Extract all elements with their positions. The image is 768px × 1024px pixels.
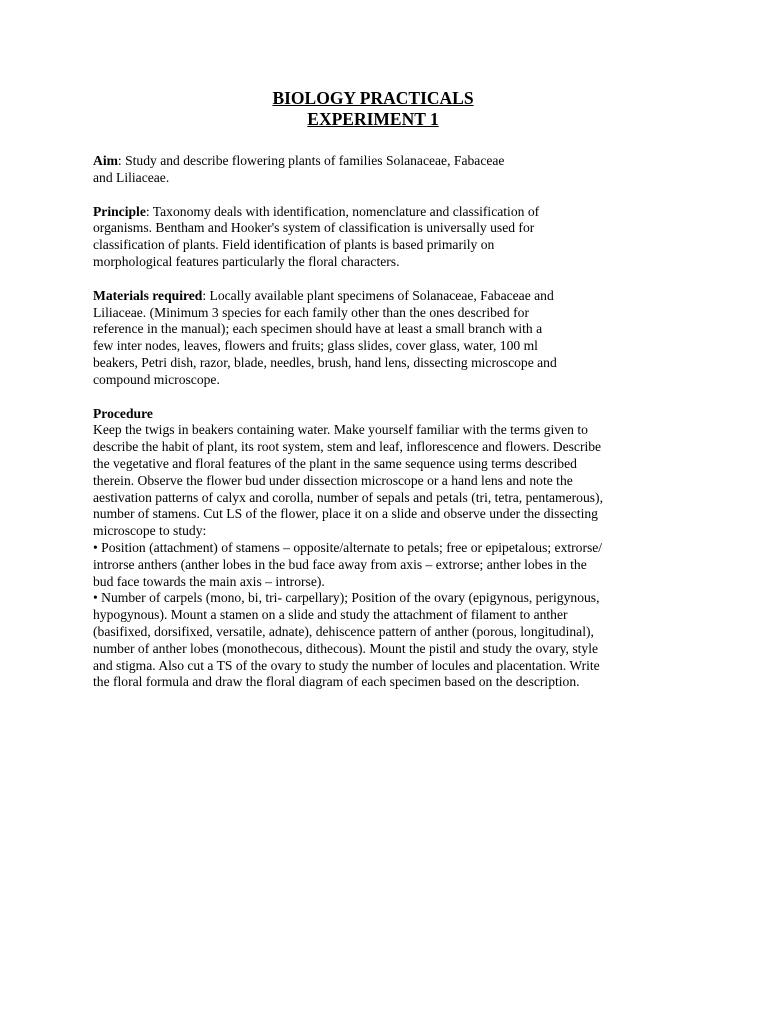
aim-line-2: and Liliaceae. [93, 169, 170, 185]
procedure-line-15: and stigma. Also cut a TS of the ovary to study the number of locules and placentation. Write [93, 657, 600, 673]
principle-line-1 [93, 204, 653, 221]
materials-line-4: few inter nodes, leaves, flowers and fruits; glass slides, cover glass, water, 100 ml [93, 338, 538, 354]
procedure-line-9: introrse anthers (anther lobes in the bud face away from axis – extrorse; anther lobes in the [93, 556, 587, 572]
procedure-line-1: Keep the twigs in beakers containing water. Make yourself familiar with the terms given to [93, 422, 588, 438]
procedure-line-3: the vegetative and floral features of the plant in the same sequence using terms described [93, 455, 577, 471]
aim-line-1 [93, 153, 653, 170]
procedure-line-12: hypogynous). Mount a stamen on a slide and study the attachment of filament to anther [93, 607, 568, 623]
principle-label: Principle [93, 203, 146, 219]
materials-line-1 [93, 288, 653, 305]
procedure-line-11: • Number of carpels (mono, bi, tri- carpellary); Position of the ovary (epigynous, perigynous, [93, 590, 600, 606]
experiment-title: EXPERIMENT 1 [307, 109, 439, 129]
aim-section [93, 153, 653, 187]
principle-text: : Taxonomy deals with identification, nomenclature and classification of [145, 203, 540, 219]
procedure-line-5: aestivation patterns of calyx and corolla, number of sepals and petals (tri, tetra, pentamerous), [93, 489, 603, 505]
materials-line-3: reference in the manual); each specimen should have at least a small branch with a [93, 321, 543, 337]
procedure-line-13: (basifixed, dorsifixed, versatile, adnate), dehiscence pattern of anther (porous, longitudinal), [93, 623, 594, 639]
procedure-line-10: bud face towards the main axis – introrse). [93, 573, 325, 589]
principle-line-2: organisms. Bentham and Hooker's system of classification is universally used for [93, 220, 535, 236]
materials-section [93, 288, 653, 389]
aim-text: : Study and describe flowering plants of families Solanaceae, Fabaceae [117, 153, 505, 168]
principle-line-3: classification of plants. Field identification of plants is based primarily on [93, 237, 495, 253]
title-block [93, 88, 653, 130]
procedure-line-7: microscope to study: [93, 523, 207, 539]
procedure-section [93, 406, 653, 692]
materials-line-2: Liliaceae. (Minimum 3 species for each family other than the ones described for [93, 304, 529, 320]
document-body [93, 88, 653, 708]
materials-line-5: beakers, Petri dish, razor, blade, needles, brush, hand lens, dissecting microscope and [93, 354, 557, 370]
procedure-line-16: the floral formula and draw the floral diagram of each specimen based on the description. [93, 674, 580, 690]
principle-section [93, 204, 653, 271]
principle-line-4: morphological features particularly the floral characters. [93, 253, 400, 269]
procedure-line-14: number of anther lobes (monothecous, dithecous). Mount the pistil and study the ovary, style [93, 640, 599, 656]
procedure-line-4: therein. Observe the flower bud under dissection microscope or a hand lens and note the [93, 472, 573, 488]
procedure-line-8: • Position (attachment) of stamens – opposite/alternate to petals; free or epipetalous; extrorse/ [93, 539, 603, 555]
procedure-line-6: number of stamens. Cut LS of the flower, place it on a slide and observe under the dissecting [93, 506, 598, 522]
procedure-heading: Procedure [93, 405, 153, 421]
materials-text: : Locally available plant specimens of Solanaceae, Fabaceae and [202, 287, 554, 303]
procedure-line-2: describe the habit of plant, its root system, stem and leaf, inflorescence and flowers. Describe [93, 439, 602, 455]
materials-line-6: compound microscope. [93, 371, 220, 387]
aim-label: Aim [93, 153, 118, 168]
materials-label: Materials required [93, 287, 203, 303]
document-title: BIOLOGY PRACTICALS [272, 88, 474, 108]
